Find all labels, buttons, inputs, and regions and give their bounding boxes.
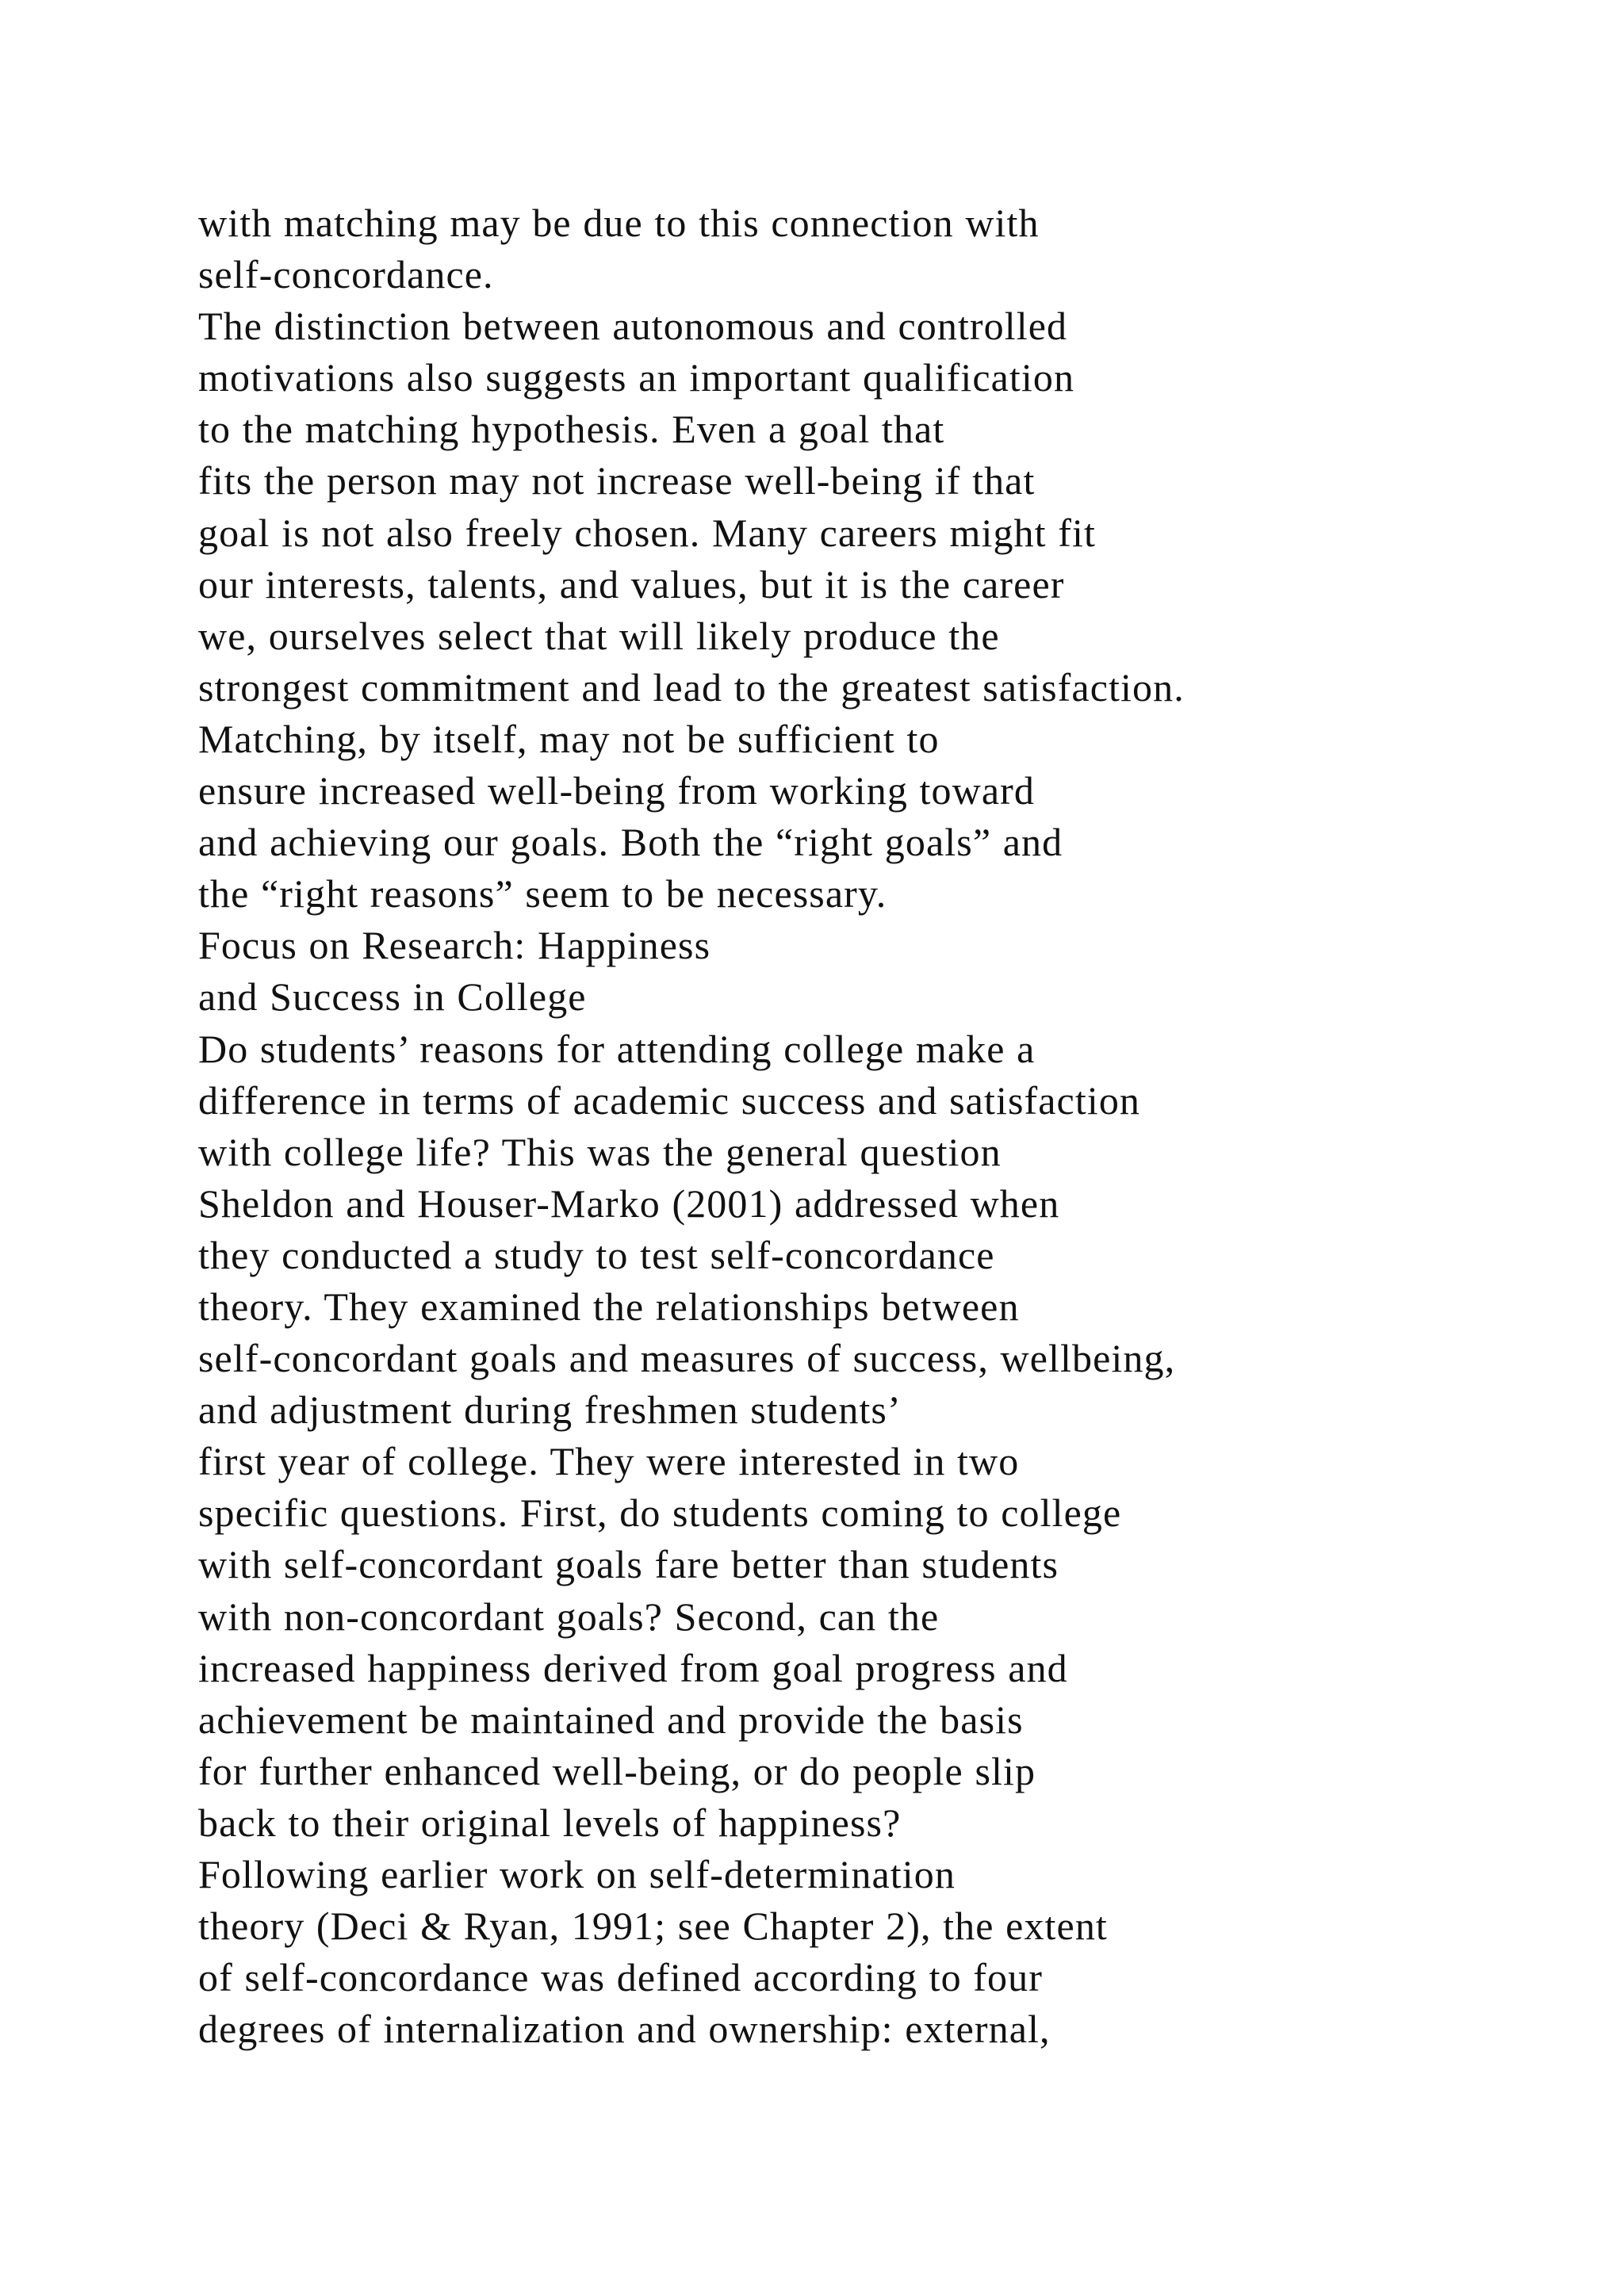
text-line: first year of college. They were interested in two	[198, 1439, 1020, 1484]
text-line: our interests, talents, and values, but it is the career	[198, 561, 1065, 607]
text-line: motivations also suggests an important qualification	[198, 355, 1075, 400]
text-line: to the matching hypothesis. Even a goal that	[198, 407, 945, 452]
text-line: theory (Deci & Ryan, 1991; see Chapter 2), the extent	[198, 1904, 1108, 1949]
text-line: and adjustment during freshmen students’	[198, 1387, 902, 1433]
text-line: self-concordance.	[198, 252, 494, 297]
text-line: with self-concordant goals fare better than students	[198, 1542, 1059, 1587]
text-line: increased happiness derived from goal progress and	[198, 1645, 1068, 1690]
text-line: The distinction between autonomous and controlled	[198, 304, 1068, 349]
body-text	[198, 197, 1594, 2055]
text-line: specific questions. First, do students coming to college	[198, 1490, 1122, 1536]
text-line: of self-concordance was defined according to four	[198, 1955, 1044, 2000]
text-line: and achieving our goals. Both the “right goals” and	[198, 820, 1063, 865]
text-line: achievement be maintained and provide the basis	[198, 1697, 1024, 1742]
section-heading: and Success in College	[198, 974, 587, 1020]
text-line: theory. They examined the relationships between	[198, 1284, 1020, 1329]
text-line: ensure increased well-being from working toward	[198, 768, 1035, 813]
text-line: the “right reasons” seem to be necessary.	[198, 871, 887, 916]
text-line: difference in terms of academic success and satisfaction	[198, 1077, 1141, 1123]
text-line: they conducted a study to test self-concordance	[198, 1232, 995, 1277]
section-heading: Focus on Research: Happiness	[198, 923, 711, 968]
text-line: with matching may be due to this connection with	[198, 201, 1040, 245]
text-line: Do students’ reasons for attending college make a	[198, 1026, 1036, 1071]
text-line: Sheldon and Houser-Marko (2001) addressed when	[198, 1181, 1060, 1226]
text-line: self-concordant goals and measures of success, wellbeing,	[198, 1336, 1176, 1381]
text-line: we, ourselves select that will likely produce the	[198, 613, 1000, 658]
text-line: with college life? This was the general question	[198, 1129, 1002, 1174]
text-line: goal is not also freely chosen. Many careers might fit	[198, 510, 1096, 555]
text-line: with non-concordant goals? Second, can the	[198, 1594, 940, 1639]
text-line: back to their original levels of happiness?	[198, 1800, 902, 1845]
text-line: strongest commitment and lead to the greatest satisfaction.	[198, 664, 1185, 710]
text-line: Matching, by itself, may not be sufficient to	[198, 716, 940, 761]
text-line: Following earlier work on self-determination	[198, 1852, 956, 1896]
text-line: for further enhanced well-being, or do people slip	[198, 1748, 1036, 1793]
text-line: fits the person may not increase well-being if that	[198, 458, 1036, 503]
text-line: degrees of internalization and ownership: external,	[198, 2007, 1051, 2052]
